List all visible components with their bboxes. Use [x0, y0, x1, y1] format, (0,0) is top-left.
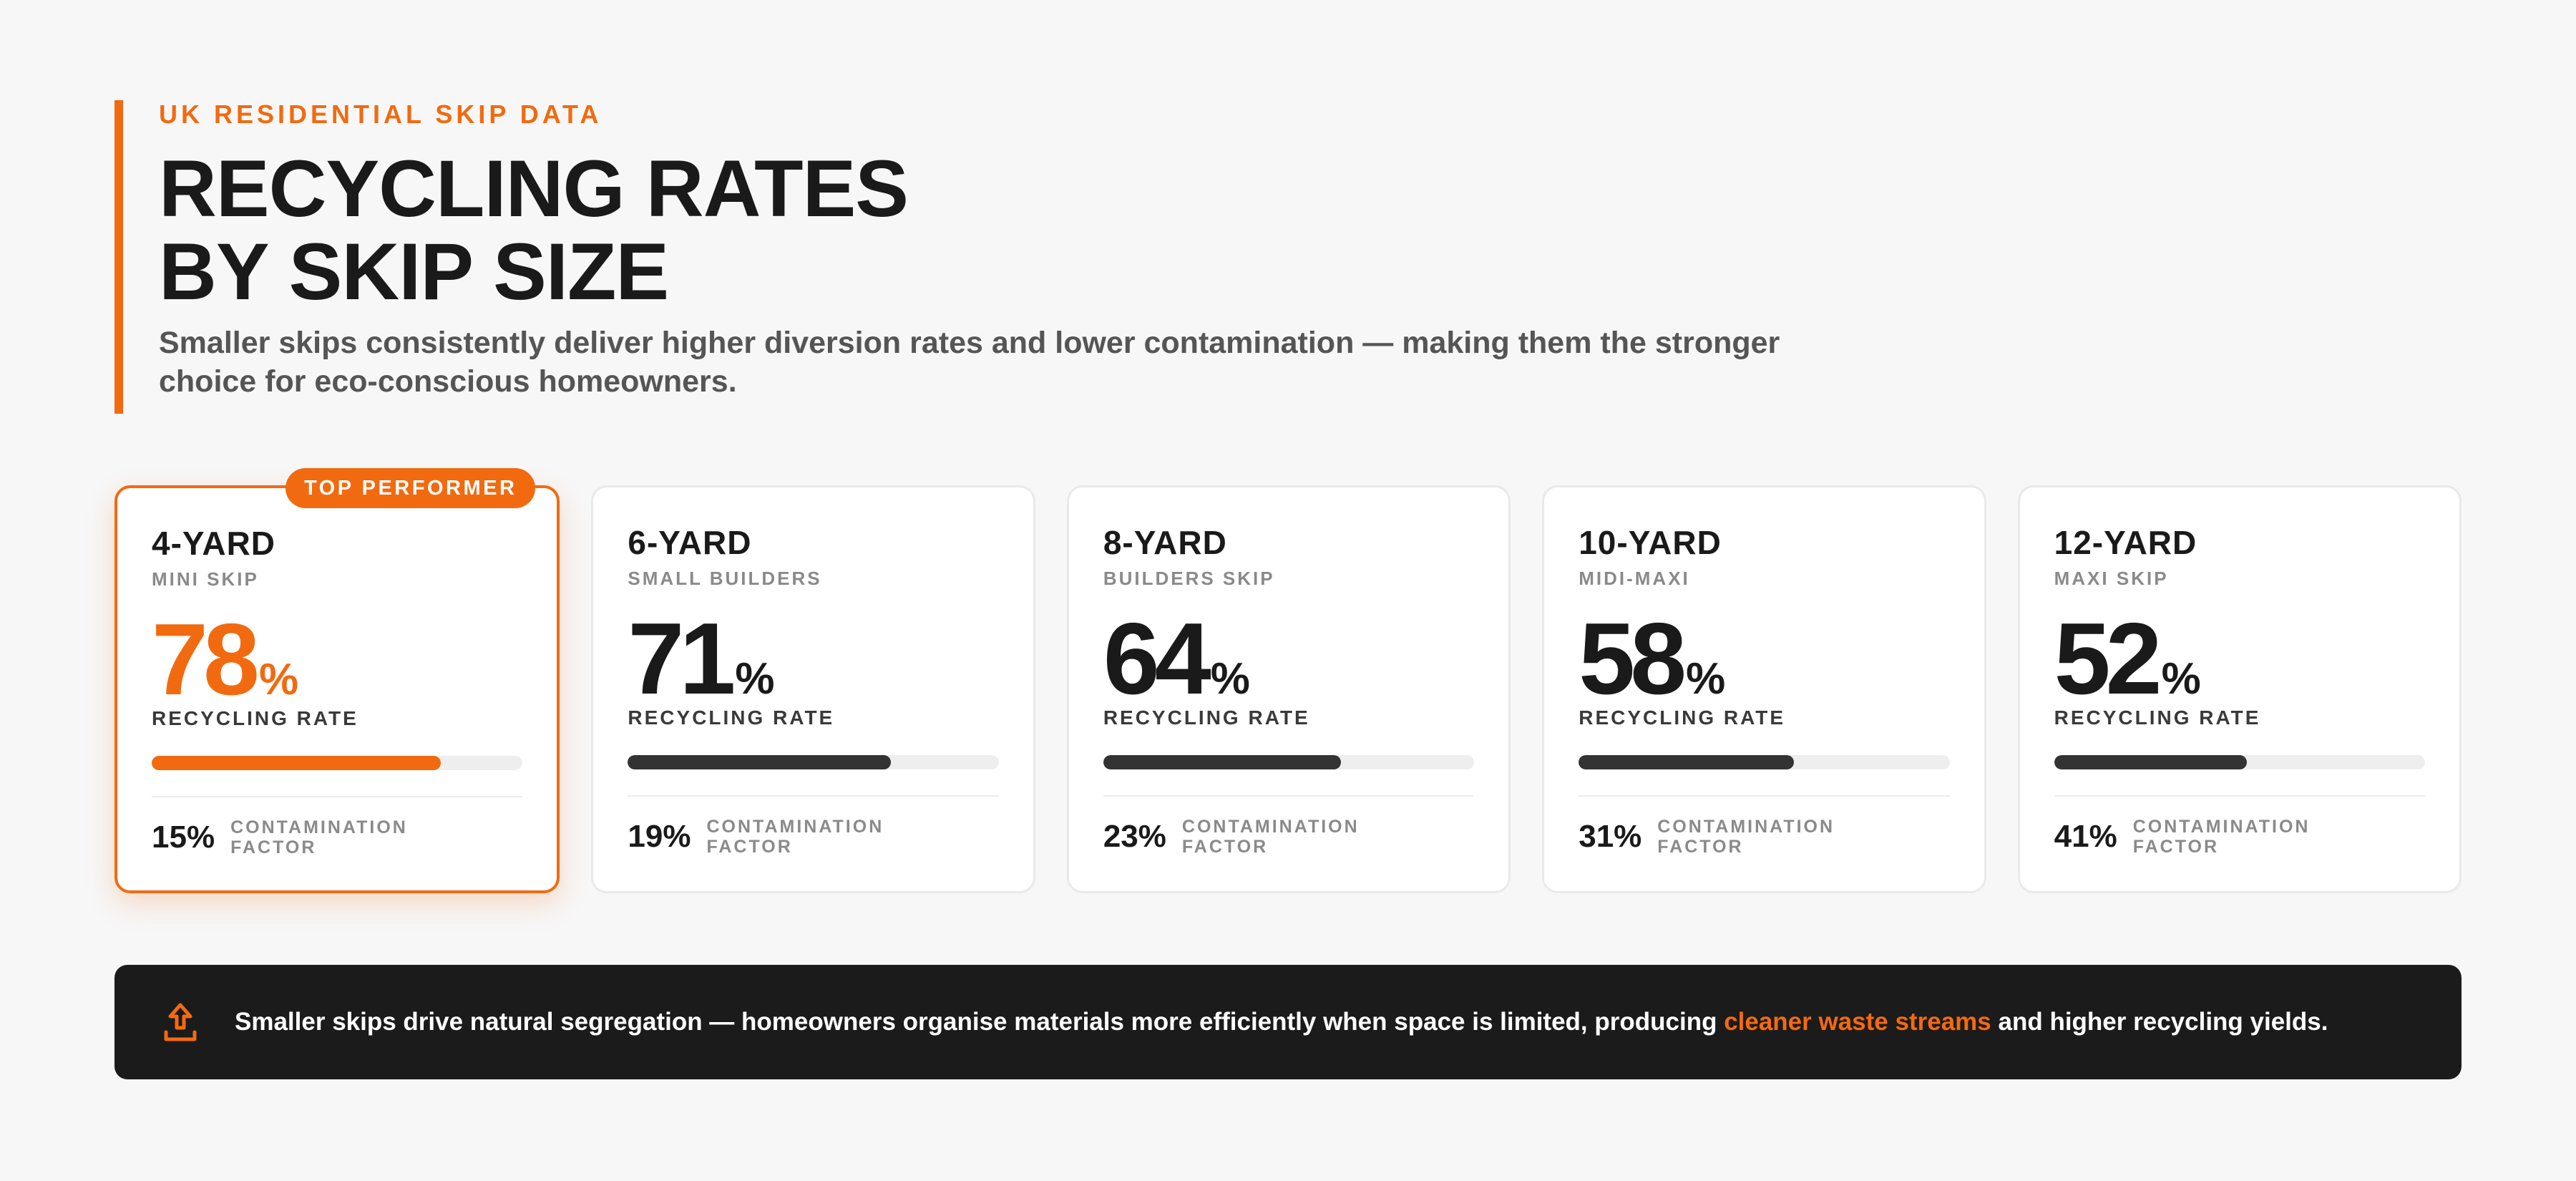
subtitle: Smaller skips consistently deliver higher diversion rates and lower contamination — making them the stronger choice for eco-conscious homeowners.	[159, 326, 1780, 399]
contamination-value: 15%	[152, 820, 215, 855]
contamination-value: 23%	[1103, 819, 1166, 854]
rate-value: 64	[1103, 602, 1206, 716]
rate-label: RECYCLING RATE	[1103, 706, 1310, 729]
rate-bar-fill	[152, 756, 441, 770]
skip-card-4-yard	[114, 477, 560, 893]
divider	[2054, 795, 2425, 797]
contamination	[152, 817, 522, 857]
rate-bar-track	[1103, 755, 1474, 769]
recycling-rate	[152, 603, 522, 716]
rate-label: RECYCLING RATE	[1579, 706, 1786, 729]
recycling-rate	[2054, 602, 2425, 716]
contamination-label: CONTAMINATION FACTOR	[1657, 817, 1835, 857]
contamination	[1103, 817, 1474, 857]
skip-type: MIDI-MAXI	[1579, 568, 1690, 589]
skip-size: 8-YARD	[1103, 524, 1227, 561]
eyebrow: UK RESIDENTIAL SKIP DATA	[159, 99, 602, 129]
rate-bar-fill	[628, 755, 891, 769]
contamination-label: CONTAMINATION FACTOR	[1181, 817, 1360, 857]
contamination-label: CONTAMINATION FACTOR	[2132, 817, 2311, 857]
callout-text-before: Smaller skips drive natural segregation — homeowners organise materials more efficiently when space is limited, producing	[235, 1008, 1724, 1036]
contamination-value: 31%	[1579, 819, 1642, 854]
skip-size: 4-YARD	[152, 525, 276, 562]
insight-callout	[114, 965, 2462, 1079]
rate-label: RECYCLING RATE	[152, 707, 358, 729]
callout-text	[235, 1006, 2328, 1038]
rate-bar-track	[152, 756, 522, 770]
rate-value: 78	[152, 603, 255, 716]
skip-card-8-yard	[1067, 485, 1511, 893]
skip-size: 6-YARD	[628, 524, 752, 561]
header	[114, 100, 1832, 414]
skip-card-6-yard	[591, 485, 1035, 893]
skip-card-12-yard	[2018, 485, 2462, 893]
divider	[1103, 795, 1474, 797]
callout-text-after: and higher recycling yields.	[1991, 1008, 2328, 1036]
rate-percent-sign: %	[735, 654, 775, 704]
skip-card-10-yard	[1542, 485, 1986, 893]
contamination-label: CONTAMINATION FACTOR	[230, 817, 408, 857]
rate-bar-track	[2054, 755, 2425, 769]
rate-value: 71	[628, 602, 731, 716]
top-performer-badge: TOP PERFORMER	[286, 468, 535, 508]
rate-value: 52	[2054, 602, 2157, 716]
contamination	[1579, 817, 1949, 857]
contamination-value: 41%	[2054, 819, 2117, 854]
rate-bar-track	[1579, 755, 1949, 769]
rate-label: RECYCLING RATE	[2054, 706, 2261, 729]
contamination-label: CONTAMINATION FACTOR	[706, 817, 884, 857]
rate-bar-fill	[2054, 755, 2248, 769]
skip-type: BUILDERS SKIP	[1103, 568, 1275, 589]
contamination	[628, 817, 998, 857]
skip-cards	[114, 477, 2462, 893]
skip-size: 10-YARD	[1579, 524, 1722, 561]
recycling-rate	[1579, 602, 1949, 716]
rate-bar-track	[628, 755, 998, 769]
rate-bar-fill	[1579, 755, 1794, 769]
callout-highlight: cleaner waste streams	[1724, 1008, 1991, 1036]
page-title	[159, 144, 1832, 316]
contamination-value: 19%	[628, 819, 691, 854]
rate-label: RECYCLING RATE	[628, 706, 835, 729]
skip-size: 12-YARD	[2054, 524, 2197, 561]
rate-percent-sign: %	[1686, 654, 1726, 704]
recycling-rate	[1103, 602, 1474, 716]
rate-percent-sign: %	[258, 655, 299, 704]
contamination	[2054, 817, 2425, 857]
divider	[1579, 795, 1949, 797]
rate-percent-sign: %	[2161, 654, 2201, 704]
rate-value: 58	[1579, 602, 1682, 716]
skip-type: MINI SKIP	[152, 568, 259, 590]
rate-bar-fill	[1103, 755, 1341, 769]
skip-type: MAXI SKIP	[2054, 568, 2169, 589]
title-line-1: RECYCLING RATES	[159, 144, 908, 233]
rate-percent-sign: %	[1210, 654, 1250, 704]
divider	[628, 795, 998, 797]
recycle-upload-icon	[162, 1001, 199, 1044]
title-line-2: BY SKIP SIZE	[159, 227, 669, 316]
recycling-rate	[628, 602, 998, 716]
skip-type: SMALL BUILDERS	[628, 568, 822, 589]
divider	[152, 796, 522, 797]
